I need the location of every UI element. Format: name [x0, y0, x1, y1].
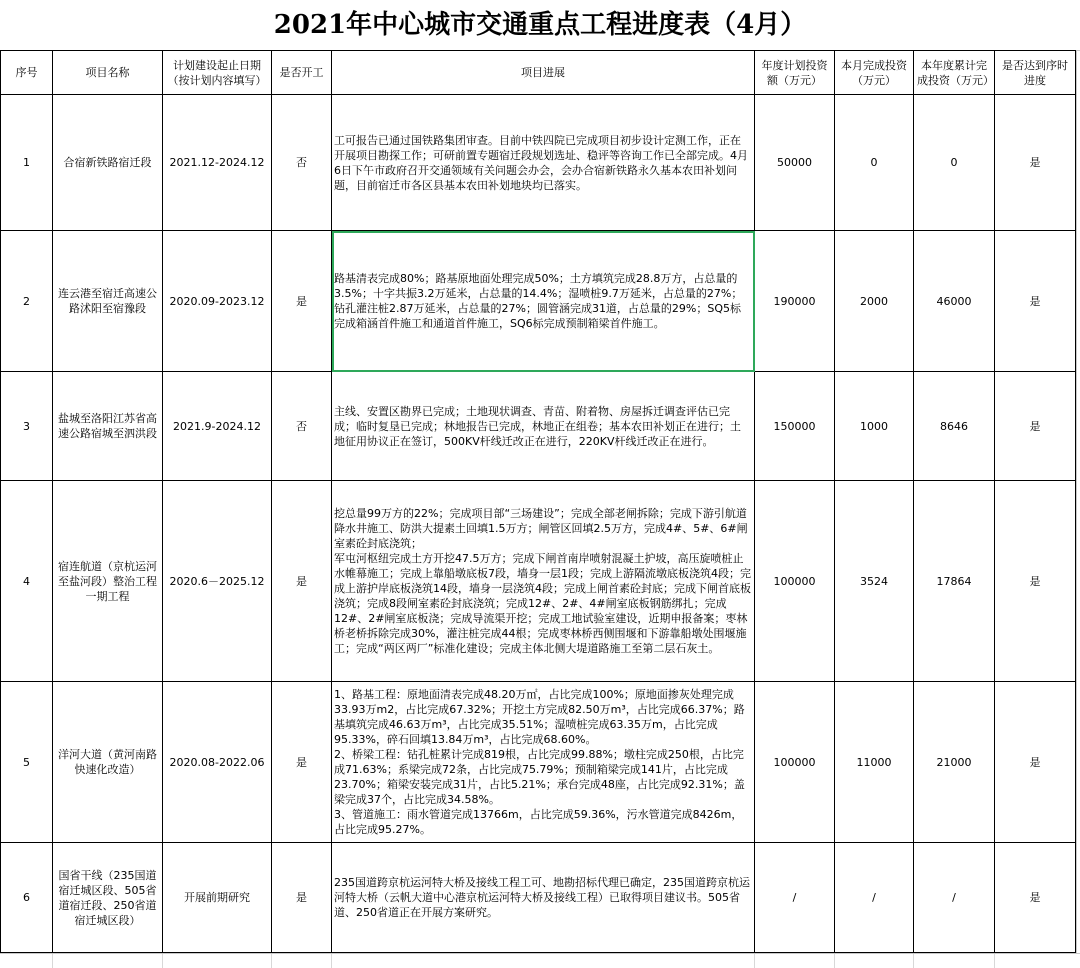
header-seq[interactable]: 序号	[1, 51, 53, 95]
cell-progress[interactable]: 235国道跨京杭运河特大桥及接线工程工可、地勘招标代理已确定，235国道跨京杭运河特大桥（云帆大道中心港京杭运河特大桥及接线工程）已取得项目建议书。505省道、250省道正在开展方案研究。	[332, 843, 755, 953]
cell-on-schedule[interactable]: 是	[995, 372, 1076, 481]
cell-month-done[interactable]: 3524	[835, 481, 914, 682]
cell-month-done[interactable]: 1000	[835, 372, 914, 481]
cell-on-schedule[interactable]: 是	[995, 231, 1076, 372]
cell-started[interactable]: 否	[272, 95, 332, 231]
cell-name[interactable]: 合宿新铁路宿迁段	[53, 95, 163, 231]
cell-seq[interactable]: 2	[1, 231, 53, 372]
header-on-schedule[interactable]: 是否达到序时进度	[995, 51, 1076, 95]
gridline	[994, 954, 995, 968]
cell-period[interactable]: 2021.9-2024.12	[163, 372, 272, 481]
cell-year-cumulative[interactable]: 17864	[914, 481, 995, 682]
cell-period[interactable]: 2020.09-2023.12	[163, 231, 272, 372]
cell-on-schedule[interactable]: 是	[995, 843, 1076, 953]
table-row	[1, 682, 1076, 843]
header-progress[interactable]: 项目进展	[332, 51, 755, 95]
cell-seq[interactable]: 4	[1, 481, 53, 682]
cell-seq[interactable]: 5	[1, 682, 53, 843]
cell-seq[interactable]: 3	[1, 372, 53, 481]
cell-annual-plan[interactable]: 100000	[755, 682, 835, 843]
table-row	[1, 372, 1076, 481]
header-month-done[interactable]: 本月完成投资（万元）	[835, 51, 914, 95]
cell-progress-selected[interactable]: 路基清表完成80%；路基原地面处理完成50%；土方填筑完成28.8万方，占总量的3.5%；十字共振3.2万延米，占总量的14.4%；湿喷桩9.7万延米，占总量的27%；钻孔灌注桩2.87万延米，占总量的27%；圆管涵完成31道，占总量的29%；SQ5标完成箱涵首件施工和通道首件施工，SQ6标完成预制箱梁首件施工。	[332, 231, 755, 372]
gridline	[754, 954, 755, 968]
header-annual-plan[interactable]: 年度计划投资额（万元）	[755, 51, 835, 95]
header-year-cumulative[interactable]: 本年度累计完成投资（万元）	[914, 51, 995, 95]
cell-period[interactable]: 2020.08-2022.06	[163, 682, 272, 843]
cell-month-done[interactable]: 0	[835, 95, 914, 231]
table-row	[1, 843, 1076, 953]
cell-annual-plan[interactable]: 190000	[755, 231, 835, 372]
cell-annual-plan[interactable]: 50000	[755, 95, 835, 231]
gridline	[331, 954, 332, 968]
cell-month-done[interactable]: 11000	[835, 682, 914, 843]
sheet-gridline	[1076, 50, 1080, 967]
page-title: 2021年中心城市交通重点工程进度表（4月）	[0, 0, 1080, 51]
cell-period[interactable]: 2021.12-2024.12	[163, 95, 272, 231]
cell-name[interactable]: 盐城至洛阳江苏省高速公路宿城至泗洪段	[53, 372, 163, 481]
cell-name[interactable]: 国省干线（235国道宿迁城区段、505省道宿迁段、250省道宿迁城区段）	[53, 843, 163, 953]
cell-on-schedule[interactable]: 是	[995, 481, 1076, 682]
table-row	[1, 231, 1076, 372]
cell-year-cumulative[interactable]: 46000	[914, 231, 995, 372]
cell-name[interactable]: 宿连航道（京杭运河至盐河段）整治工程一期工程	[53, 481, 163, 682]
cell-on-schedule[interactable]: 是	[995, 95, 1076, 231]
gridline	[271, 954, 272, 968]
cell-annual-plan[interactable]: /	[755, 843, 835, 953]
cell-year-cumulative[interactable]: 0	[914, 95, 995, 231]
cell-name[interactable]: 连云港至宿迁高速公路沭阳至宿豫段	[53, 231, 163, 372]
cell-annual-plan[interactable]: 100000	[755, 481, 835, 682]
cell-period[interactable]: 2020.6－2025.12	[163, 481, 272, 682]
empty-row-band	[0, 953, 1080, 968]
table-row	[1, 481, 1076, 682]
gridline	[913, 954, 914, 968]
cell-year-cumulative[interactable]: /	[914, 843, 995, 953]
progress-table	[0, 50, 1076, 953]
gridline	[162, 954, 163, 968]
gridline	[834, 954, 835, 968]
cell-year-cumulative[interactable]: 8646	[914, 372, 995, 481]
cell-started[interactable]: 是	[272, 231, 332, 372]
cell-started[interactable]: 是	[272, 481, 332, 682]
cell-progress[interactable]: 挖总量99万方的22%；完成项目部“三场建设”；完成全部老闸拆除；完成下游引航道降水井施工、防洪大提素土回填1.5万方；闸管区回填2.5万方，完成4#、5#、6#闸室素砼封底浇筑； 军屯河枢纽完成土方开挖47.5万方；完成下闸首南岸喷射混凝土护坡，高压旋喷桩止水帷幕施工；完成上靠船墩底板7段，墙身一层1段；完成上游隔流墩底板浇筑4段；完成上游护岸底板浇筑14段，墙身一层浇筑4段；完成上闸首素砼封底；完成下闸首底板浇筑；完成8段闸室素砼封底浇筑；完成12#、2#、4#闸室底板钢筋绑扎；完成12#、2#闸室底板浇；完成导流渠开挖；完成工地试验室建设，近期申报备案；枣林桥老桥拆除完成30%，灌注桩完成44根；完成枣林桥西侧围堰和下游靠船墩处围堰施工；完成“两区两厂”标准化建设；完成主体北侧大堤道路施工至第二层石灰土。	[332, 481, 755, 682]
cell-started[interactable]: 否	[272, 372, 332, 481]
cell-month-done[interactable]: /	[835, 843, 914, 953]
cell-progress[interactable]: 1、路基工程：原地面清表完成48.20万㎡，占比完成100%；原地面掺灰处理完成33.93万m2，占比完成67.32%；开挖土方完成82.50万m³，占比完成66.37%；路基填筑完成46.63万m³，占比完成35.51%；湿喷桩完成63.35万m，占比完成95.33%，碎石回填13.84万m³，占比完成68.60%。 2、桥梁工程：钻孔桩累计完成819根，占比完成99.88%；墩柱完成250根，占比完成71.63%；系梁完成72条，占比完成75.79%；预制箱梁完成141片，占比完成23.70%；箱梁安装完成31片，占比5.21%；承台完成48座，占比完成92.31%；盖梁完成37个，占比完成34.58%。 3、管道施工：雨水管道完成13766m，占比完成59.36%，污水管道完成8426m，占比完成95.27%。	[332, 682, 755, 843]
cell-year-cumulative[interactable]: 21000	[914, 682, 995, 843]
cell-period[interactable]: 开展前期研究	[163, 843, 272, 953]
cell-progress[interactable]: 工可报告已通过国铁路集团审查。目前中铁四院已完成项目初步设计定测工作，正在开展项目勘探工作；可研前置专题宿迁段规划选址、稳评等咨询工作已全部完成。4月6日下午市政府召开交通领域有关问题会办会，会办合宿新铁路永久基本农田补划问题，目前宿迁市各区县基本农田补划地块均已落实。	[332, 95, 755, 231]
header-started[interactable]: 是否开工	[272, 51, 332, 95]
cell-on-schedule[interactable]: 是	[995, 682, 1076, 843]
header-name[interactable]: 项目名称	[53, 51, 163, 95]
table-row	[1, 95, 1076, 231]
cell-seq[interactable]: 1	[1, 95, 53, 231]
cell-seq[interactable]: 6	[1, 843, 53, 953]
cell-month-done[interactable]: 2000	[835, 231, 914, 372]
gridline	[52, 954, 53, 968]
cell-started[interactable]: 是	[272, 682, 332, 843]
cell-annual-plan[interactable]: 150000	[755, 372, 835, 481]
cell-name[interactable]: 洋河大道（黄河南路快速化改造）	[53, 682, 163, 843]
header-period[interactable]: 计划建设起止日期（按计划内容填写）	[163, 51, 272, 95]
header-row	[1, 51, 1076, 95]
cell-started[interactable]: 是	[272, 843, 332, 953]
cell-progress[interactable]: 主线、安置区勘界已完成；土地现状调查、青苗、附着物、房屋拆迁调查评估已完成；临时复垦已完成；林地报告已完成，林地正在组卷；基本农田补划正在进行；土地征用协议正在签订，500KV杆线迁改正在进行，220KV杆线迁改正在进行。	[332, 372, 755, 481]
